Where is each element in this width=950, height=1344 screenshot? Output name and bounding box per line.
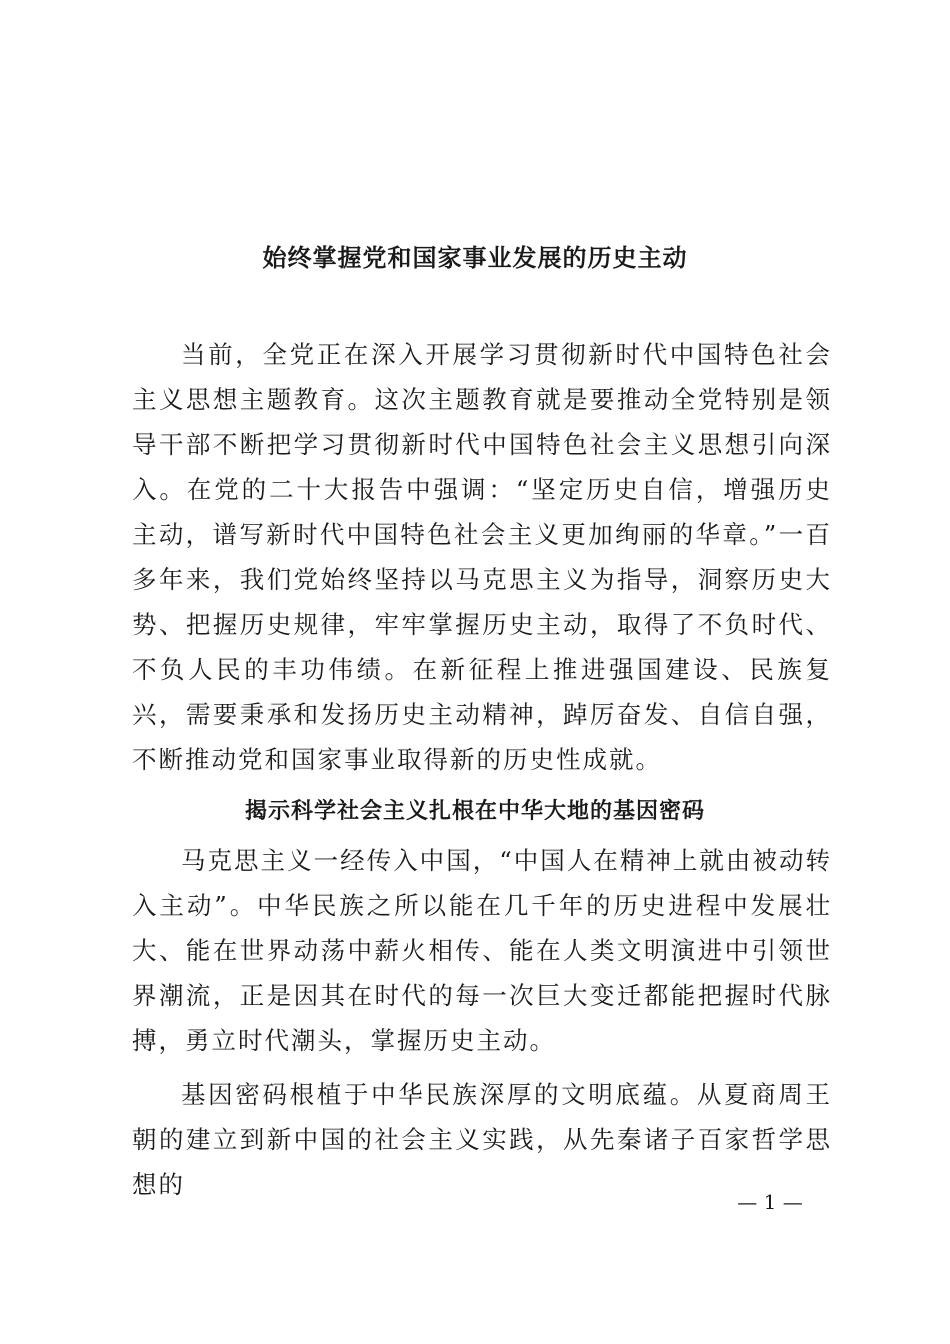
paragraph-marxism: 马克思主义一经传入中国，“中国人在精神上就由被动转入主动”。中华民族之所以能在几千年的历史进程中发展壮大、能在世界动荡中薪火相传、能在人类文明演进中引领世界潮流，正是因其在时代的每一次巨大变迁都能把握时代脉搏，勇立时代潮头，掌握历史主动。 bbox=[132, 846, 832, 1055]
paragraph-gene-code: 基因密码根植于中华民族深厚的文明底蕴。从夏商周王朝的建立到新中国的社会主义实践，从先秦诸子百家哲学思想的 bbox=[132, 1080, 832, 1199]
section-heading: 揭示科学社会主义扎根在中华大地的基因密码 bbox=[244, 798, 705, 824]
document-title: 始终掌握党和国家事业发展的历史主动 bbox=[262, 243, 688, 272]
paragraph-intro: 当前，全党正在深入开展学习贯彻新时代中国特色社会主义思想主题教育。这次主题教育就是要推动全党特别是领导干部不断把学习贯彻新时代中国特色社会主义思想引向深入。在党的二十大报告中强调：“坚定历史自信，增强历史主动，谱写新时代中国特色社会主义更加绚丽的华章。”一百多年来，我们党始终坚持以马克思主义为指导，洞察历史大势、把握历史规律，牢牢掌握历史主动，取得了不负时代、不负人民的丰功伟绩。在新征程上推进强国建设、民族复兴，需要秉承和发扬历史主动精神，踔厉奋发、自信自强，不断推动党和国家事业取得新的历史性成就。 bbox=[132, 340, 832, 774]
page-number: — 1 — bbox=[737, 1190, 803, 1214]
